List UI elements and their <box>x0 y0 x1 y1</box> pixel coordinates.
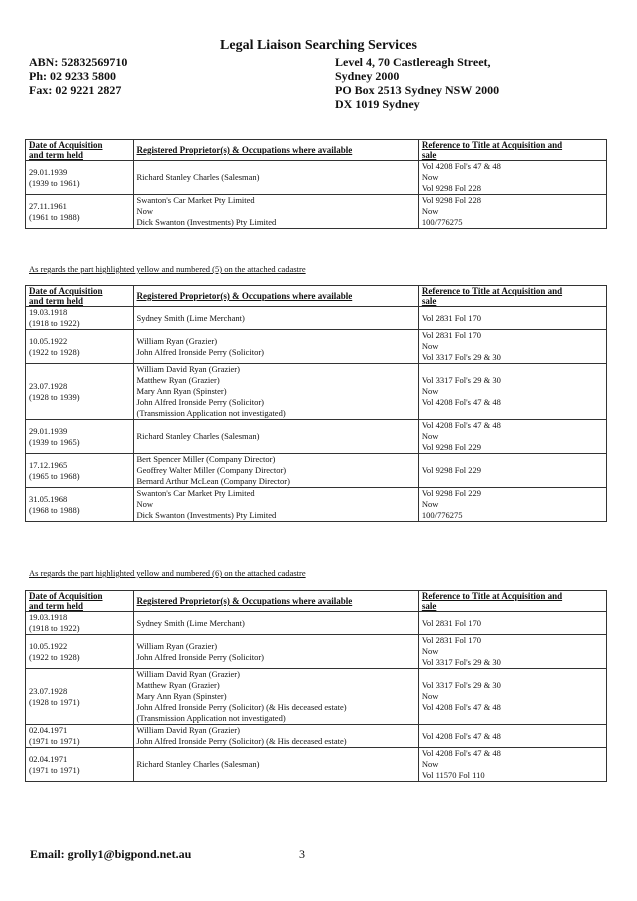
cell-line: John Alfred Ironside Perry (Solicitor) <box>136 346 264 357</box>
cell-line: Geoffrey Walter Miller (Company Director) <box>136 465 287 475</box>
cell-line: Vol 3317 Fol's 29 & 30 <box>421 375 501 385</box>
cell-line: Vol 3317 Fol's 29 & 30 <box>421 657 501 667</box>
cell-line: 10.05.1922 <box>29 640 68 651</box>
cell-line: Sydney Smith (Lime Merchant) <box>136 312 245 323</box>
cell-line: Mary Ann Ryan (Spinster) <box>136 386 227 396</box>
cell-line: Richard Stanley Charles (Salesman) <box>136 431 260 441</box>
cell-line: and term held <box>29 150 83 160</box>
cell-line: Dick Swanton (Investments) Pty Limited <box>136 510 277 520</box>
cell-line: 23.07.1928 <box>29 685 68 696</box>
cell-line: Now <box>421 172 439 182</box>
cell-line: Now <box>421 431 439 441</box>
cell-line: Reference to Title at Acquisition and <box>421 591 563 601</box>
cell-line: Vol 2831 Fol 170 <box>421 312 481 323</box>
cell-line: Dick Swanton (Investments) Pty Limited <box>136 217 277 227</box>
date-cell <box>26 364 134 420</box>
proprietor-cell <box>133 635 418 669</box>
table-row <box>26 420 607 454</box>
cell-line: John Alfred Ironside Perry (Solicitor) <box>136 397 264 407</box>
date-cell <box>26 454 134 488</box>
date-cell <box>26 748 134 782</box>
date-cell <box>26 307 134 330</box>
reference-cell <box>418 748 606 782</box>
cell-line: Richard Stanley Charles (Salesman) <box>136 759 260 769</box>
proprietor-cell <box>133 330 418 364</box>
cell-line: Vol 9298 Fol 229 <box>421 465 481 475</box>
cell-line: Sydney Smith (Lime Merchant) <box>136 617 245 628</box>
table-header-row <box>26 140 607 161</box>
date-cell <box>26 195 134 229</box>
cell-line: Vol 4208 Fol's 47 & 48 <box>421 702 501 712</box>
proprietor-cell <box>133 454 418 488</box>
cell-line: sale <box>421 601 437 611</box>
cell-line: William Ryan (Grazier) <box>136 335 218 346</box>
cell-line: William David Ryan (Grazier) <box>136 364 240 374</box>
table-header-row <box>26 286 607 307</box>
cell-line: (1918 to 1922) <box>29 318 80 328</box>
reference-cell <box>418 635 606 669</box>
reference-cell <box>418 612 606 635</box>
cell-line: John Alfred Ironside Perry (Solicitor) (& His deceased estate) <box>136 702 347 712</box>
table-row <box>26 725 607 748</box>
table-row <box>26 454 607 488</box>
reference-cell <box>418 161 606 195</box>
page-number: 3 <box>299 847 305 861</box>
cell-line: (1971 to 1971) <box>29 764 80 775</box>
date-cell <box>26 725 134 748</box>
cell-line: John Alfred Ironside Perry (Solicitor) (& His deceased estate) <box>136 736 347 746</box>
table-row <box>26 612 607 635</box>
cell-line: 100/776275 <box>421 510 463 520</box>
page-title: Legal Liaison Searching Services <box>220 38 417 53</box>
reference-cell <box>418 420 606 454</box>
cell-line: sale <box>421 150 437 160</box>
cell-line: Mary Ann Ryan (Spinster) <box>136 691 227 701</box>
cell-line: Richard Stanley Charles (Salesman) <box>136 172 260 182</box>
cell-line: 10.05.1922 <box>29 335 68 346</box>
cell-line: Bernard Arthur McLean (Company Director) <box>136 476 290 486</box>
reference-column-header <box>418 140 606 161</box>
title-table-5 <box>25 285 607 522</box>
cell-line: (1922 to 1928) <box>29 346 80 357</box>
cell-line: Reference to Title at Acquisition and <box>421 286 563 296</box>
cell-line: (1922 to 1928) <box>29 651 80 662</box>
cell-line: Vol 9298 Fol 228 <box>421 183 481 193</box>
cell-line: Vol 2831 Fol 170 <box>421 635 481 645</box>
cell-line: Date of Acquisition <box>29 140 103 150</box>
reference-cell <box>418 364 606 420</box>
cell-line: Now <box>421 386 439 396</box>
phone-line: Ph: 02 9233 5800 <box>29 69 116 83</box>
cell-line: Vol 4208 Fol's 47 & 48 <box>421 397 501 407</box>
table-row <box>26 669 607 725</box>
proprietor-cell <box>133 195 418 229</box>
table-row <box>26 364 607 420</box>
proprietor-cell <box>133 612 418 635</box>
title-table-6 <box>25 590 607 782</box>
reference-cell <box>418 195 606 229</box>
cell-line: Vol 9298 Fol 229 <box>421 442 481 452</box>
proprietor-column-header: Registered Proprietor(s) & Occupations where available <box>133 140 418 161</box>
reference-cell <box>418 488 606 522</box>
title-table-1 <box>25 139 607 229</box>
cell-line: Now <box>421 759 439 769</box>
cell-line: Vol 4208 Fol's 47 & 48 <box>421 730 501 741</box>
address-line: Sydney 2000 <box>335 69 400 83</box>
cell-line: Vol 11570 Fol 110 <box>421 770 485 780</box>
cell-line: Now <box>136 499 154 509</box>
cell-line: (1939 to 1965) <box>29 436 80 447</box>
cell-line: (Transmission Application not investigated) <box>136 408 286 418</box>
cell-line: Now <box>136 206 154 216</box>
cell-line: Vol 2831 Fol 170 <box>421 617 481 628</box>
table-row <box>26 330 607 364</box>
proprietor-cell <box>133 669 418 725</box>
date-cell <box>26 420 134 454</box>
cell-line: 02.04.1971 <box>29 753 68 764</box>
date-cell <box>26 488 134 522</box>
cell-line: Now <box>421 206 439 216</box>
address-block <box>335 55 499 111</box>
cell-line: (1918 to 1922) <box>29 623 80 633</box>
contact-block <box>29 55 127 97</box>
table-row <box>26 488 607 522</box>
proprietor-cell <box>133 725 418 748</box>
cell-line: Vol 3317 Fol's 29 & 30 <box>421 680 501 690</box>
cell-line: Vol 9298 Fol 229 <box>421 488 481 498</box>
address-line: Level 4, 70 Castlereagh Street, <box>335 55 491 69</box>
footer-email: Email: grolly1@bigpond.net.au <box>30 847 192 861</box>
cell-line: Vol 2831 Fol 170 <box>421 330 481 340</box>
cell-line: 27.11.1961 <box>29 200 67 211</box>
cell-line: Now <box>421 341 439 351</box>
reference-cell <box>418 454 606 488</box>
reference-cell <box>418 330 606 364</box>
cell-line: (1961 to 1988) <box>29 211 80 222</box>
section-caption-6: As regards the part highlighted yellow and numbered (6) on the attached cadastre <box>29 568 306 578</box>
date-cell <box>26 612 134 635</box>
cell-line: William David Ryan (Grazier) <box>136 725 240 735</box>
cell-line: Vol 4208 Fol's 47 & 48 <box>421 420 501 430</box>
table-row <box>26 307 607 330</box>
reference-cell <box>418 725 606 748</box>
cell-line: (1928 to 1971) <box>29 696 80 707</box>
fax-line: Fax: 02 9221 2827 <box>29 83 122 97</box>
cell-line: Now <box>421 691 439 701</box>
date-column-header <box>26 591 134 612</box>
cell-line: Vol 9298 Fol 228 <box>421 195 481 205</box>
reference-column-header <box>418 591 606 612</box>
date-cell <box>26 330 134 364</box>
reference-cell <box>418 307 606 330</box>
cell-line: Bert Spencer Miller (Company Director) <box>136 454 276 464</box>
cell-line: 17.12.1965 <box>29 459 68 470</box>
address-line: PO Box 2513 Sydney NSW 2000 <box>335 83 500 97</box>
table-row <box>26 635 607 669</box>
proprietor-column-header: Registered Proprietor(s) & Occupations where available <box>133 286 418 307</box>
proprietor-cell <box>133 488 418 522</box>
cell-line: 19.03.1918 <box>29 307 68 317</box>
date-cell <box>26 161 134 195</box>
date-column-header <box>26 140 134 161</box>
date-column-header <box>26 286 134 307</box>
cell-line: 29.01.1939 <box>29 425 68 436</box>
cell-line: John Alfred Ironside Perry (Solicitor) <box>136 651 264 662</box>
date-cell <box>26 635 134 669</box>
address-line: DX 1019 Sydney <box>335 97 420 111</box>
cell-line: 19.03.1918 <box>29 612 68 622</box>
cell-line: 100/776275 <box>421 217 463 227</box>
date-cell <box>26 669 134 725</box>
cell-line: sale <box>421 296 437 306</box>
cell-line: 29.01.1939 <box>29 166 68 177</box>
proprietor-cell <box>133 307 418 330</box>
proprietor-cell <box>133 161 418 195</box>
cell-line: and term held <box>29 296 83 306</box>
table-row <box>26 161 607 195</box>
cell-line: Vol 3317 Fol's 29 & 30 <box>421 352 501 362</box>
cell-line: (1968 to 1988) <box>29 504 80 515</box>
cell-line: Now <box>421 646 439 656</box>
cell-line: Date of Acquisition <box>29 286 103 296</box>
table-row <box>26 748 607 782</box>
cell-line: Vol 4208 Fol's 47 & 48 <box>421 748 501 758</box>
cell-line: Reference to Title at Acquisition and <box>421 140 563 150</box>
cell-line: Date of Acquisition <box>29 591 103 601</box>
proprietor-cell <box>133 364 418 420</box>
cell-line: Swanton's Car Market Pty Limited <box>136 195 255 205</box>
proprietor-cell <box>133 748 418 782</box>
cell-line: (1971 to 1971) <box>29 736 80 746</box>
cell-line: Matthew Ryan (Grazier) <box>136 680 220 690</box>
cell-line: (1939 to 1961) <box>29 177 80 188</box>
proprietor-cell <box>133 420 418 454</box>
section-caption-5: As regards the part highlighted yellow and numbered (5) on the attached cadastre <box>29 264 306 274</box>
reference-column-header <box>418 286 606 307</box>
cell-line: 31.05.1968 <box>29 493 68 504</box>
cell-line: Matthew Ryan (Grazier) <box>136 375 220 385</box>
cell-line: (Transmission Application not investigated) <box>136 713 286 723</box>
table-header-row <box>26 591 607 612</box>
table-row <box>26 195 607 229</box>
proprietor-column-header: Registered Proprietor(s) & Occupations where available <box>133 591 418 612</box>
abn-line: ABN: 52832569710 <box>29 55 128 69</box>
cell-line: 23.07.1928 <box>29 380 68 391</box>
cell-line: Swanton's Car Market Pty Limited <box>136 488 255 498</box>
cell-line: William Ryan (Grazier) <box>136 640 218 651</box>
cell-line: William David Ryan (Grazier) <box>136 669 240 679</box>
cell-line: (1965 to 1968) <box>29 470 80 481</box>
cell-line: (1928 to 1939) <box>29 391 80 402</box>
cell-line: Vol 4208 Fol's 47 & 48 <box>421 161 501 171</box>
cell-line: Now <box>421 499 439 509</box>
reference-cell <box>418 669 606 725</box>
cell-line: and term held <box>29 601 83 611</box>
cell-line: 02.04.1971 <box>29 725 68 735</box>
